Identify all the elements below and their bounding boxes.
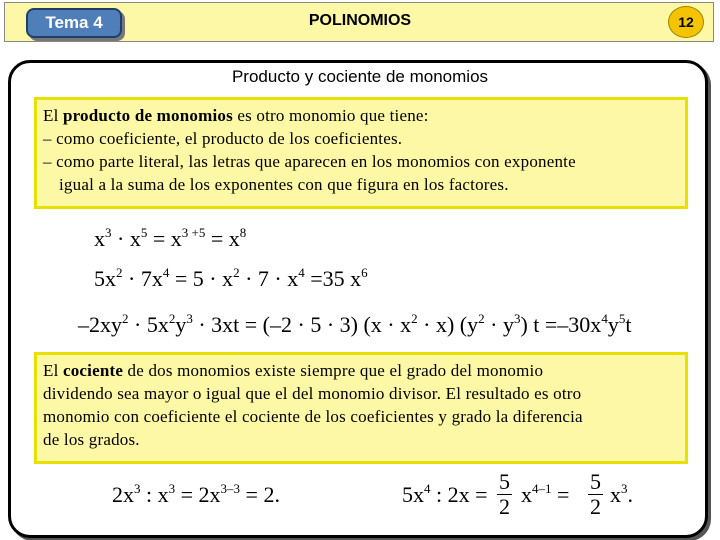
- exponent: 4: [298, 265, 305, 280]
- exponent: 2: [411, 311, 418, 326]
- term: · y: [484, 312, 514, 337]
- exponent: 3: [186, 311, 193, 326]
- page-title: POLINOMIOS: [308, 12, 412, 29]
- product-line-1: [43, 104, 679, 127]
- text: El: [43, 361, 63, 380]
- term: · 7 · x: [239, 266, 299, 291]
- product-line-3: – como parte literal, las letras que aparecen en los monomios con exponente: [43, 152, 576, 171]
- exponent: 5: [618, 311, 626, 326]
- exponent: 6: [361, 265, 368, 280]
- term: =: [551, 482, 570, 507]
- term: t: [625, 312, 632, 337]
- product-line-2: – como coeficiente, el producto de los coeficientes.: [43, 129, 403, 148]
- denominator: 2: [499, 494, 510, 519]
- term: = 2x: [175, 482, 221, 507]
- term: · x) (y: [417, 312, 479, 337]
- bold-term: producto de monomios: [62, 106, 233, 125]
- term: : x: [140, 482, 169, 507]
- formula-product-example-2: [78, 312, 631, 338]
- quotient-line-2: dividendo sea mayor o igual que el del monomio divisor. El resultado es otro: [43, 384, 582, 403]
- term: x: [521, 482, 532, 507]
- exponent: 3: [105, 225, 112, 240]
- formula-exponent-sum: [94, 226, 246, 252]
- formula-product-example-1: [94, 266, 368, 292]
- exponent: 2: [168, 311, 176, 326]
- term: = 2.: [240, 482, 280, 507]
- exponent: 3–3: [220, 481, 241, 496]
- tema-label: Tema 4: [45, 13, 103, 32]
- exponent: 3 +5: [181, 225, 206, 240]
- exponent: 2: [116, 265, 123, 280]
- exponent: 2: [478, 311, 485, 326]
- formula-quotient-example-2-rhs: [610, 482, 633, 508]
- term: : 2x =: [430, 482, 488, 507]
- term: · 5x: [128, 312, 169, 337]
- exponent: 2: [122, 311, 129, 326]
- term: x: [610, 482, 621, 507]
- quotient-line-3: monomio con coeficiente el cociente de los coeficientes y grado la diferencia: [43, 407, 583, 426]
- formula-quotient-example-2-lhs: [402, 482, 488, 508]
- page-number: 12: [678, 14, 694, 30]
- term: = 5 · x: [169, 266, 234, 291]
- text: El: [43, 106, 63, 125]
- fraction-five-halves: [497, 470, 512, 519]
- term: y: [175, 312, 187, 337]
- exponent: 5: [140, 225, 148, 240]
- product-line-4: igual a la suma de los exponentes con que figura en los factores.: [59, 175, 509, 194]
- section-subtitle: Producto y cociente de monomios: [231, 67, 489, 86]
- term: · 7x: [122, 266, 163, 291]
- formula-quotient-example-2-mid: [521, 482, 569, 508]
- term: .: [627, 482, 633, 507]
- exponent: 3: [621, 481, 628, 496]
- exponent: 2: [233, 265, 240, 280]
- product-definition-box: [34, 97, 688, 209]
- term: =35 x: [304, 266, 362, 291]
- term: –2xy: [78, 312, 122, 337]
- formula-quotient-example-1: [112, 482, 280, 508]
- quotient-line-4: de los grados.: [43, 430, 140, 449]
- exponent: 4–1: [532, 481, 552, 496]
- exponent: 8: [239, 225, 247, 240]
- numerator: 5: [590, 469, 601, 494]
- exponent: 4: [162, 265, 170, 280]
- denominator: 2: [590, 494, 601, 519]
- exponent: 3: [134, 481, 141, 496]
- bold-term: cociente: [62, 361, 124, 380]
- numerator: 5: [499, 469, 510, 494]
- page-number-badge: [668, 6, 704, 38]
- term: = x: [147, 226, 182, 251]
- text: es otro monomio que tiene:: [232, 106, 429, 125]
- quotient-line-1: [43, 359, 679, 382]
- exponent: 4: [601, 311, 608, 326]
- term: · 3xt = (–2 · 5 · 3) (x · x: [192, 312, 412, 337]
- term: x: [94, 226, 105, 251]
- term: y: [607, 312, 619, 337]
- exponent: 4: [424, 481, 431, 496]
- text: de dos monomios existe siempre que el grado del monomio: [123, 361, 544, 380]
- term: 5x: [94, 266, 116, 291]
- term: 2x: [112, 482, 134, 507]
- exponent: 3: [513, 311, 521, 326]
- term: · x: [111, 226, 141, 251]
- term: 5x: [402, 482, 424, 507]
- fraction-five-halves-2: [588, 470, 603, 519]
- exponent: 3: [168, 481, 176, 496]
- term: = x: [205, 226, 240, 251]
- quotient-definition-box: [34, 352, 688, 464]
- term: ) t =–30x: [520, 312, 602, 337]
